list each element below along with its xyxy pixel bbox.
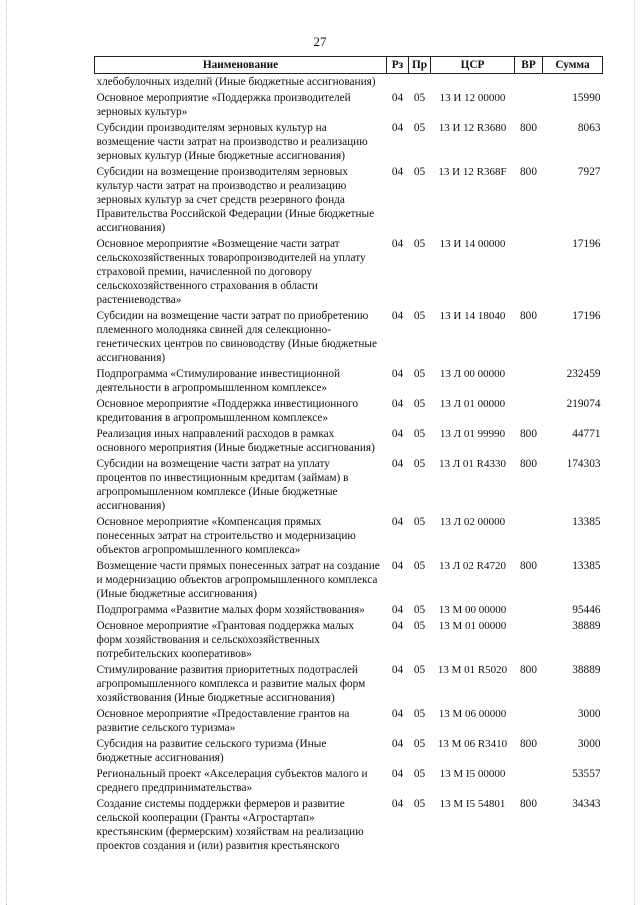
cell-name: Основное мероприятие «Компенсация прямых понесенных затрат на строительство и модернизацию объектов агропромышленного комплекса» (96, 516, 356, 556)
cell-csr: 13 Л 01 00000 (439, 398, 506, 410)
table-row (95, 602, 603, 618)
cell-vr (515, 90, 543, 120)
column-header-vr: ВР (515, 57, 543, 74)
cell-name: Субсидии производителям зерновых культур на возмещение части затрат на производство и реализацию зерновых культур (Иные бюджетные ассигнования) (96, 122, 368, 162)
table-body (95, 74, 603, 855)
cell-vr (515, 514, 543, 558)
cell-vr: 800 (520, 560, 537, 572)
cell-rz: 04 (391, 664, 404, 676)
scan-edge-left (6, 0, 8, 905)
cell-pr: 05 (413, 738, 426, 750)
column-header-pr: Пр (409, 57, 431, 74)
cell-csr: 13 М 06 R3410 (437, 738, 508, 750)
cell-pr: 05 (413, 458, 426, 470)
cell-pr: 05 (413, 798, 426, 810)
cell-vr (515, 236, 543, 308)
cell-sum: 3000 (577, 738, 601, 750)
table-row (95, 74, 603, 91)
cell-csr: 13 И 12 00000 (439, 92, 506, 104)
cell-name: Подпрограмма «Развитие малых форм хозяйствования» (96, 604, 365, 616)
cell-csr: 13 М 01 R5020 (437, 664, 508, 676)
cell-sum: 17196 (572, 310, 601, 322)
cell-vr (515, 396, 543, 426)
cell-vr: 800 (520, 798, 537, 810)
cell-pr: 05 (413, 122, 426, 134)
cell-sum: 13385 (572, 560, 601, 572)
cell-name: Основное мероприятие «Поддержка инвестиционного кредитования в агропромышленном комплексе» (96, 398, 358, 424)
cell-pr: 05 (413, 398, 426, 410)
cell-sum: 38889 (572, 664, 601, 676)
table-row (95, 456, 603, 514)
cell-sum: 174303 (566, 458, 601, 470)
cell-pr: 05 (413, 560, 426, 572)
cell-pr: 05 (413, 166, 426, 178)
column-header-sum: Сумма (543, 57, 603, 74)
cell-name: Основное мероприятие «Возмещение части затрат сельскохозяйственных товаропроизводителей на уплату страховой премии, начисленной по договору сельскохозяйственного страхования в области растениеводства» (96, 238, 366, 306)
cell-csr: 13 М 06 00000 (438, 708, 507, 720)
cell-rz: 04 (391, 604, 404, 616)
cell-csr: 13 И 12 R3680 (438, 122, 507, 134)
cell-rz: 04 (391, 458, 404, 470)
cell-vr: 800 (520, 664, 537, 676)
cell-rz: 04 (391, 368, 404, 380)
cell-name: Основное мероприятие «Предоставление грантов на развитие сельского туризма» (96, 708, 350, 734)
cell-vr: 800 (520, 428, 537, 440)
cell-sum: 15990 (572, 92, 601, 104)
cell-pr: 05 (413, 604, 426, 616)
cell-vr (515, 766, 543, 796)
cell-rz: 04 (391, 768, 404, 780)
cell-name: Субсидии на возмещение производителям зерновых культур части затрат на производство и реализацию зерновых культур за счет средств резервного фонда Правительства Российской Федерации (Иные бюджетные ассигнования) (96, 166, 375, 234)
cell-name: Основное мероприятие «Грантовая поддержка малых форм хозяйствования и сельскохозяйственных потребительских кооперативов» (96, 620, 354, 660)
cell-rz: 04 (391, 516, 404, 528)
cell-sum: 34343 (572, 798, 601, 810)
cell-rz (387, 74, 409, 91)
cell-rz: 04 (391, 92, 404, 104)
cell-name: Создание системы поддержки фермеров и развитие сельской кооперации (Гранты «Агростартап» крестьянским (фермерским) хозяйствам на реализацию проектов создания и (или) развития крестьянского (96, 798, 364, 852)
table-row (95, 766, 603, 796)
cell-csr: 13 Л 01 R4330 (438, 458, 507, 470)
cell-sum: 95446 (572, 604, 601, 616)
table-header-row (95, 57, 603, 74)
cell-csr: 13 Л 02 00000 (439, 516, 506, 528)
cell-pr: 05 (413, 768, 426, 780)
table-row (95, 736, 603, 766)
cell-csr: 13 Л 01 99990 (439, 428, 506, 440)
table-row (95, 426, 603, 456)
cell-csr: 13 М I5 54801 (439, 798, 506, 810)
cell-csr (431, 74, 515, 91)
cell-rz: 04 (391, 560, 404, 572)
cell-name: Субсидии на возмещение части затрат на уплату процентов по инвестиционным кредитам (займам) в агропромышленном комплексе (Иные бюджетные ассигнования) (96, 458, 349, 512)
table-row (95, 396, 603, 426)
cell-name: Региональный проект «Акселерация субъектов малого и среднего предпринимательства» (96, 768, 368, 794)
cell-sum: 3000 (577, 708, 601, 720)
cell-sum: 8063 (577, 122, 601, 134)
budget-table (94, 56, 603, 854)
cell-pr: 05 (413, 310, 426, 322)
table-row (95, 120, 603, 164)
cell-rz: 04 (391, 428, 404, 440)
column-header-rz: Рз (387, 57, 409, 74)
cell-name: Подпрограмма «Стимулирование инвестиционной деятельности в агропромышленном комплексе» (96, 368, 341, 394)
cell-sum: 17196 (572, 238, 601, 250)
cell-vr (515, 366, 543, 396)
cell-csr: 13 М 00 00000 (438, 604, 507, 616)
cell-pr: 05 (413, 664, 426, 676)
table-row (95, 618, 603, 662)
table-row (95, 706, 603, 736)
cell-vr: 800 (520, 122, 537, 134)
table-row (95, 308, 603, 366)
cell-pr: 05 (413, 238, 426, 250)
cell-name: хлебобулочных изделий (Иные бюджетные ассигнования) (96, 76, 376, 88)
table-row (95, 164, 603, 236)
cell-rz: 04 (391, 738, 404, 750)
cell-name: Реализация иных направлений расходов в рамках основного мероприятия (Иные бюджетные ассигнования) (96, 428, 375, 454)
cell-pr: 05 (413, 620, 426, 632)
cell-sum: 219074 (566, 398, 601, 410)
cell-csr: 13 М I5 00000 (439, 768, 506, 780)
cell-rz: 04 (391, 122, 404, 134)
table-row (95, 558, 603, 602)
cell-vr: 800 (520, 310, 537, 322)
cell-vr (515, 602, 543, 618)
cell-sum: 38889 (572, 620, 601, 632)
cell-rz: 04 (391, 708, 404, 720)
cell-csr: 13 И 12 R368F (438, 166, 507, 178)
cell-pr: 05 (413, 368, 426, 380)
cell-sum: 7927 (577, 166, 601, 178)
table-row (95, 236, 603, 308)
cell-csr: 13 М 01 00000 (438, 620, 507, 632)
cell-pr: 05 (413, 428, 426, 440)
page-number: 27 (313, 34, 327, 49)
cell-rz: 04 (391, 310, 404, 322)
cell-rz: 04 (391, 620, 404, 632)
cell-pr (409, 74, 431, 91)
cell-rz: 04 (391, 398, 404, 410)
cell-name: Субсидии на возмещение части затрат по приобретению племенного молодняка свиней для селекционно-генетических центров по свиноводству (Иные бюджетные ассигнования) (96, 310, 377, 364)
scan-edge-right (634, 0, 636, 905)
cell-sum: 13385 (572, 516, 601, 528)
cell-name: Субсидия на развитие сельского туризма (Иные бюджетные ассигнования) (96, 738, 327, 764)
cell-vr: 800 (520, 166, 537, 178)
cell-name: Стимулирование развития приоритетных подотраслей агропромышленного комплекса и развитие малых форм хозяйствования (Иные бюджетные ассигнования) (96, 664, 366, 704)
cell-vr (515, 618, 543, 662)
cell-rz: 04 (391, 798, 404, 810)
cell-name: Возмещение части прямых понесенных затрат на создание и модернизацию объектов агропромышленного комплекса (Иные бюджетные ассигнования) (96, 560, 380, 600)
cell-csr: 13 Л 02 R4720 (438, 560, 507, 572)
cell-pr: 05 (413, 516, 426, 528)
cell-pr: 05 (413, 708, 426, 720)
cell-sum (543, 74, 603, 91)
cell-csr: 13 Л 00 00000 (439, 368, 506, 380)
cell-sum: 44771 (572, 428, 601, 440)
cell-sum: 232459 (566, 368, 601, 380)
table-row (95, 514, 603, 558)
table-row (95, 366, 603, 396)
cell-sum: 53557 (572, 768, 601, 780)
cell-vr: 800 (520, 458, 537, 470)
cell-name: Основное мероприятие «Поддержка производителей зерновых культур» (96, 92, 351, 118)
column-header-name: Наименование (95, 57, 387, 74)
cell-csr: 13 И 14 00000 (439, 238, 506, 250)
column-header-csr: ЦСР (431, 57, 515, 74)
cell-pr: 05 (413, 92, 426, 104)
cell-vr (515, 706, 543, 736)
table-row (95, 796, 603, 854)
table-row (95, 90, 603, 120)
cell-vr (515, 74, 543, 91)
cell-rz: 04 (391, 238, 404, 250)
table-row (95, 662, 603, 706)
cell-csr: 13 И 14 18040 (439, 310, 506, 322)
cell-rz: 04 (391, 166, 404, 178)
cell-vr: 800 (520, 738, 537, 750)
